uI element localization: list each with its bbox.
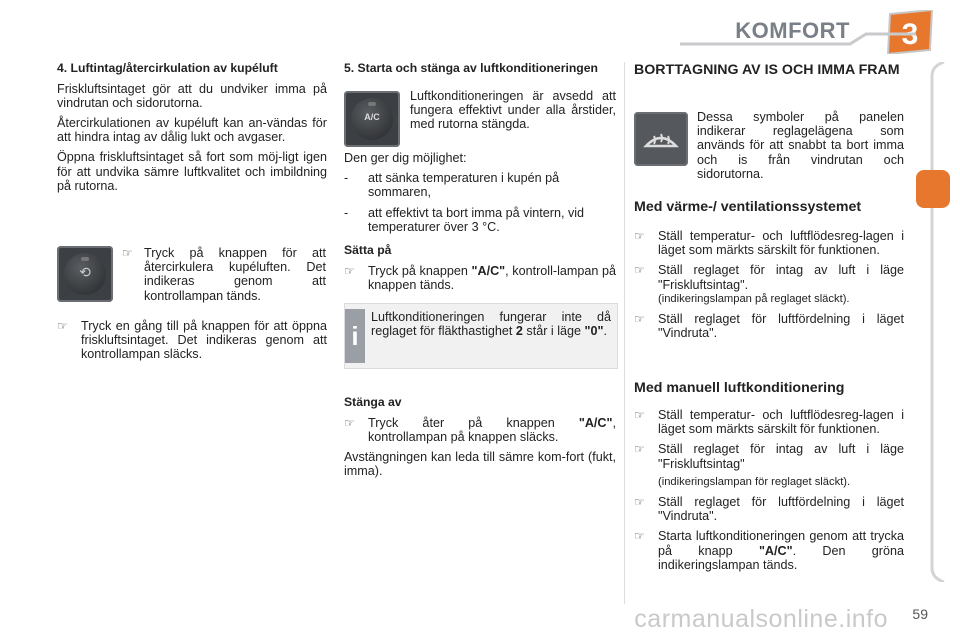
recirculation-icon: ⟲ — [79, 264, 91, 280]
page-title: KOMFORT — [735, 18, 850, 43]
defrost-section-1 — [634, 199, 904, 346]
recirculation-heading: 4. Luftintag/återcirkulation av kupéluft — [57, 61, 278, 75]
chapter-tabs — [916, 62, 950, 582]
ac-button-image — [344, 91, 400, 147]
ac-button-label: A/C — [364, 112, 380, 122]
page-number: 59 — [912, 606, 928, 622]
column-divider — [624, 62, 625, 604]
column-recirculation — [57, 62, 327, 199]
header-swoosh — [680, 30, 920, 50]
windscreen-defrost-icon — [634, 112, 688, 166]
ac-options: Den ger dig möjlighet: - att sänka temperaturen i kupén på sommaren, - att effektivt ta bort imma på vintern, vid temperaturer över 3 °C. Sätta på ☞ Tryck på knappen "A/C", kontroll-lampan på knappen tänds. — [344, 151, 617, 292]
pointer-icon: ☞ — [634, 263, 645, 278]
defrost-symbol-image — [634, 112, 688, 166]
heating-step-1: Ställ temperatur- och luftflödesreg-lagen i läget som märkts särskilt för funktionen. — [658, 229, 904, 258]
pointer-icon: ☞ — [634, 312, 645, 327]
recirculation-para-3: Öppna friskluftsintaget så fort som möj-ligt igen för att undvika sämre luftkvalitet och imbildning på rutorna. — [57, 150, 327, 193]
recirculation-bullet-2-wrap — [57, 319, 327, 368]
heating-step-3: Ställ reglaget för luftfördelning i läget "Vindruta". — [658, 312, 904, 341]
watermark: carmanualsonline.info — [634, 605, 888, 633]
ac-stop — [344, 396, 616, 484]
recirculation-para-2: Återcirkulationen av kupéluft kan an-vändas för att hindra intag av dålig lukt och avgaser. — [57, 115, 327, 145]
recirculation-bullet-1-wrap — [122, 246, 326, 309]
manual-ac-step-4: Starta luftkonditioneringen genom att trycka på knapp "A/C". Den gröna indikeringslampan tänds. — [658, 529, 904, 572]
pointer-icon: ☞ — [634, 529, 645, 544]
pointer-icon: ☞ — [634, 229, 645, 243]
pointer-icon: ☞ — [634, 442, 645, 457]
pointer-icon: ☞ — [57, 319, 68, 333]
defrost-section-2 — [634, 380, 904, 578]
ac-stop-note: Avstängningen kan leda till sämre kom-fort (fukt, imma). — [344, 449, 616, 479]
section-heating-title: Med värme-/ ventilationssystemet — [634, 199, 862, 215]
recirculation-bullet-1: Tryck på knappen för att återcirkulera kupéluften. Det indikeras genom att kontrollampan tänds. — [144, 246, 326, 303]
manual-ac-step-2: Ställ reglaget för intag av luft i läge "Friskluftsintag" — [658, 442, 904, 471]
pointer-icon: ☞ — [634, 408, 645, 422]
recirculation-bullet-2: Tryck en gång till på knappen för att öppna friskluftsintaget. Det indikeras genom att kontrollampan släcks. — [81, 319, 327, 362]
section-manual-ac-title: Med manuell luftkonditionering — [634, 380, 845, 396]
manual-ac-step-1: Ställ temperatur- och luftflödesreg-lagen i läget som märkts särskilt för funktionen. — [658, 408, 904, 437]
column-defrost — [634, 62, 904, 78]
ac-intro: Luftkonditioneringen är avsedd att fungera effektivt under alla årstider, med rutorna stängda. — [410, 89, 616, 132]
ac-intro-wrap — [410, 89, 616, 138]
heating-step-2: Ställ reglaget för intag av luft i läge "Friskluftsintag". — [658, 263, 904, 292]
recirculation-button-image — [57, 246, 113, 302]
pointer-icon: ☞ — [634, 495, 645, 510]
ac-heading: 5. Starta och stänga av luftkonditioneringen — [344, 61, 598, 75]
ac-start-heading: Sätta på — [344, 243, 392, 258]
pointer-icon: ☞ — [122, 246, 133, 260]
ac-start-text: Tryck på knappen "A/C", kontroll-lampan på knappen tänds. — [368, 263, 617, 292]
pointer-icon: ☞ — [344, 263, 355, 278]
ac-stop-text: Tryck åter på knappen "A/C", kontrollampan på knappen släcks. — [368, 415, 616, 444]
ac-stop-heading: Stänga av — [344, 395, 402, 409]
pointer-icon: ☞ — [344, 415, 355, 430]
recirculation-para-1: Friskluftsintaget gör att du undviker imma på vindrutan och sidorutorna. — [57, 81, 327, 110]
defrost-intro: Dessa symboler på panelen indikerar reglagelägena som används för att snabbt ta bort imma och is från vindrutan och sidorutorna. — [697, 110, 904, 181]
defrost-intro-wrap — [697, 110, 904, 187]
column-ac — [344, 62, 616, 76]
manual-ac-step-2-note: (indikeringslampan för reglaget släckt). — [658, 475, 851, 488]
defrost-heading: BORTTAGNING AV IS OCH IMMA FRAM — [634, 62, 900, 78]
heating-step-2-note: (indikeringslampan på reglaget släckt). — [658, 292, 850, 305]
ac-option-1: att sänka temperaturen i kupén på sommaren, — [368, 171, 560, 200]
chapter-number: 3 — [901, 18, 919, 51]
info-text: Luftkonditioneringen fungerar inte då reglaget för fläkthastighet 2 står i läge "0". — [371, 310, 611, 339]
ac-option-2: att effektivt ta bort imma på vintern, vid temperaturer över 3 °C. — [368, 205, 585, 234]
manual-ac-step-3: Ställ reglaget för luftfördelning i läget "Vindruta". — [658, 495, 904, 524]
ac-lead: Den ger dig möjlighet: — [344, 151, 467, 165]
info-icon: i — [345, 309, 365, 363]
info-box — [344, 303, 618, 369]
